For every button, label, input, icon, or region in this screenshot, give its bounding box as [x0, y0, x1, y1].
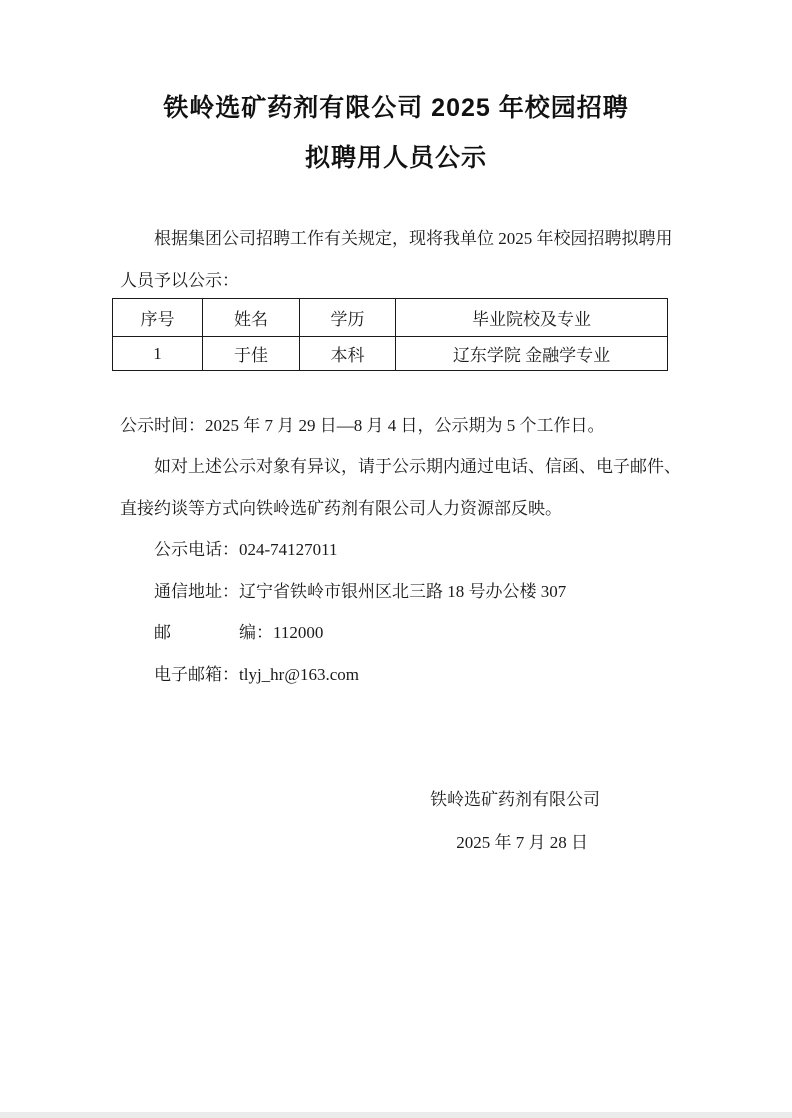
- signature-company: 铁岭选矿药剂有限公司: [430, 790, 600, 809]
- page-bottom-strip: [0, 1112, 792, 1118]
- col-header-education: 学历: [300, 299, 396, 337]
- table-header-row: [113, 299, 668, 337]
- cell-education: 本科: [300, 337, 396, 371]
- intro-line2: 人员予以公示：: [120, 271, 239, 290]
- cell-school-major: 辽东学院 金融学专业: [396, 337, 668, 371]
- col-header-serial: 序号: [113, 299, 203, 337]
- contact-email-line: 电子邮箱：tlyj_hr@163.com: [154, 665, 360, 684]
- document-title-line2: 拟聘用人员公示: [304, 144, 487, 172]
- document-title-line1: 铁岭选矿药剂有限公司 2025 年校园招聘: [163, 94, 629, 122]
- hired-candidates-table: [112, 298, 668, 371]
- contact-address-line: 通信地址：辽宁省铁岭市银州区北三路 18 号办公楼 307: [154, 582, 567, 601]
- col-header-school-major: 毕业院校及专业: [396, 299, 668, 337]
- contact-phone-line: 公示电话：024-74127011: [154, 540, 338, 559]
- table-row: [113, 337, 668, 371]
- contact-zip-line: 邮 编：112000: [154, 623, 324, 642]
- notice-time-line: 公示时间：2025 年 7 月 29 日—8 月 4 日，公示期为 5 个工作日。: [120, 416, 605, 435]
- objection-line2: 直接约谈等方式向铁岭选矿药剂有限公司人力资源部反映。: [120, 499, 562, 518]
- col-header-name: 姓名: [203, 299, 300, 337]
- cell-name: 于佳: [203, 337, 300, 371]
- cell-serial: 1: [113, 337, 203, 371]
- signature-date: 2025 年 7 月 28 日: [456, 833, 588, 852]
- objection-line1: 如对上述公示对象有异议，请于公示期内通过电话、信函、电子邮件、: [154, 457, 681, 476]
- intro-line1: 根据集团公司招聘工作有关规定，现将我单位 2025 年校园招聘拟聘用: [154, 229, 673, 248]
